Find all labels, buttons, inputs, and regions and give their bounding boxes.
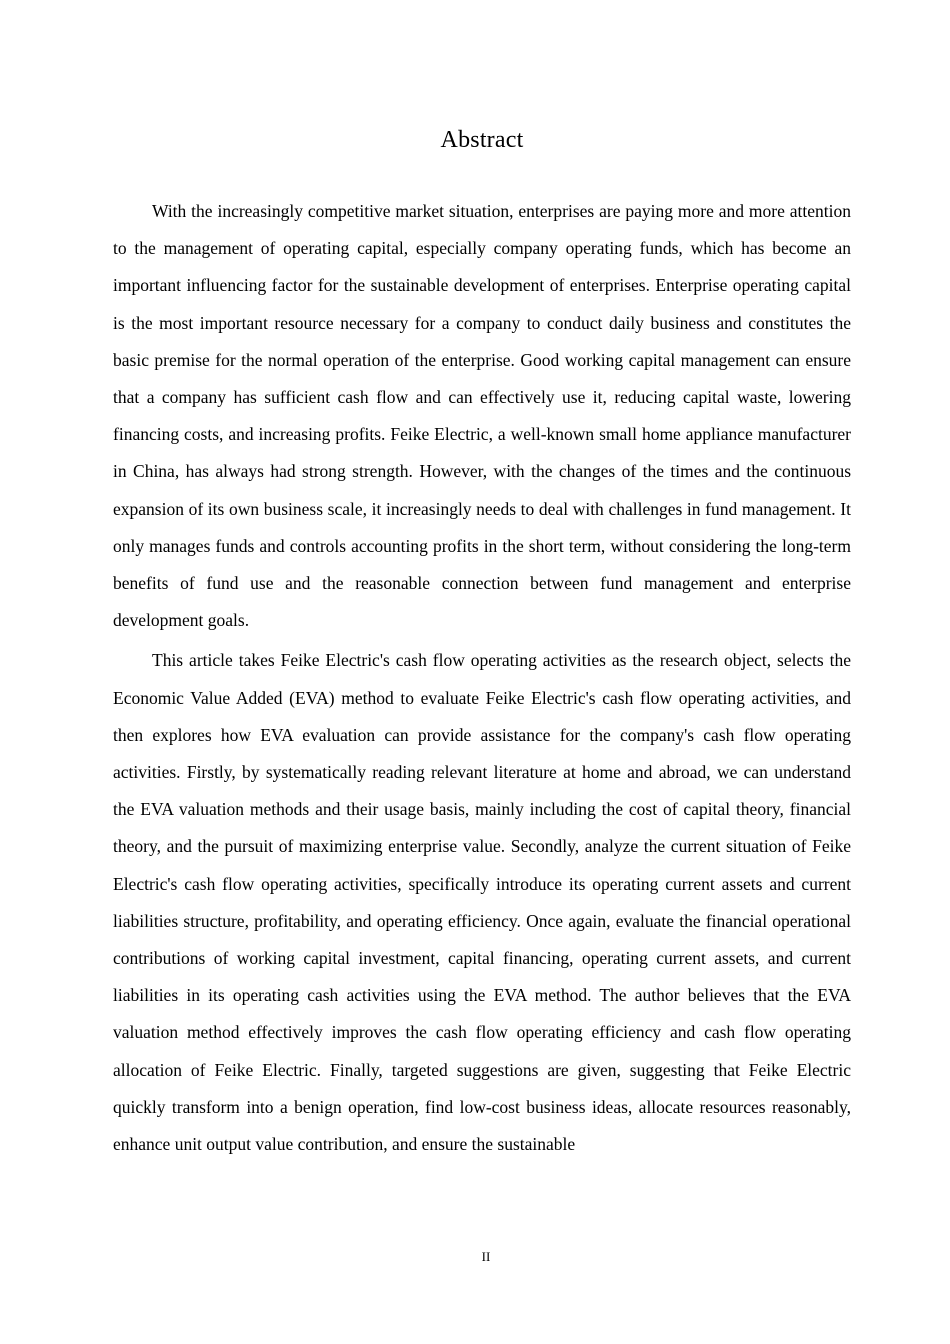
- page-number: II: [481, 1249, 491, 1264]
- abstract-paragraph-2: This article takes Feike Electric's cash flow operating activities as the research object, selects the Economic Value Added (EVA) method to evaluate Feike Electric's cash flow operating activities, and then explores how EVA evaluation can provide assistance for the company's cash flow operating activities. Firstly, by systematically reading relevant literature at home and abroad, we can understand the EVA valuation methods and their usage basis, mainly including the cost of capital theory, financial theory, and the pursuit of maximizing enterprise value. Secondly, analyze the current situation of Feike Electric's cash flow operating activities, specifically introduce its operating current assets and current liabilities structure, profitability, and operating efficiency. Once again, evaluate the financial operational contributions of working capital investment, capital financing, operating current assets, and current liabilities in its operating cash activities using the EVA method. The author believes that the EVA valuation method effectively improves the cash flow operating efficiency and cash flow operating allocation of Feike Electric. Finally, targeted suggestions are given, suggesting that Feike Electric quickly transform into a benign operation, find low-cost business ideas, allocate resources reasonably, enhance unit output value contribution, and ensure the sustainable: [113, 650, 851, 1155]
- abstract-paragraph-1: With the increasingly competitive market situation, enterprises are paying more and more attention to the management of operating capital, especially company operating funds, which has become an important influencing factor for the sustainable development of enterprises. Enterprise operating capital is the most important resource necessary for a company to conduct daily business and constitutes the basic premise for the normal operation of the enterprise. Good working capital management can ensure that a company has sufficient cash flow and can effectively use it, reducing capital waste, lowering financing costs, and increasing profits. Feike Electric, a well-known small home appliance manufacturer in China, has always had strong strength. However, with the changes of the times and the continuous expansion of its own business scale, it increasingly needs to deal with challenges in fund management. It only manages funds and controls accounting profits in the short term, without considering the long-term benefits of fund use and the reasonable connection between fund management and enterprise development goals.: [113, 201, 851, 631]
- abstract-title: Abstract: [440, 127, 524, 153]
- abstract-body: [113, 193, 851, 1166]
